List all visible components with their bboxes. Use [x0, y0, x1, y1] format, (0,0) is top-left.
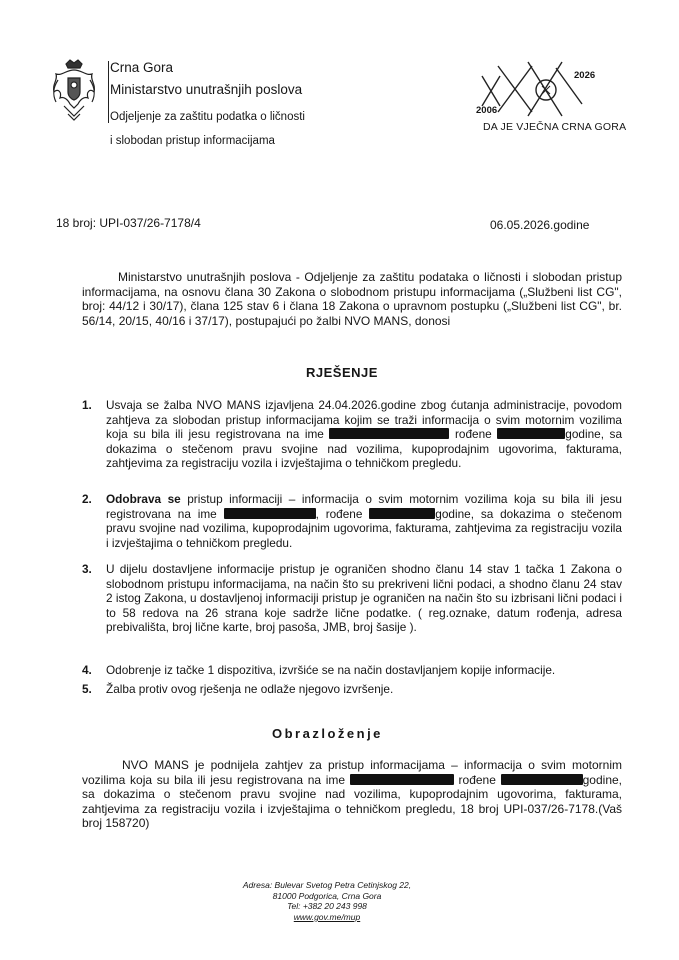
footer-address-block — [212, 880, 442, 922]
footer-address: Adresa: Bulevar Svetog Petra Cetinjskog 22, — [242, 880, 412, 890]
item-text: , rođene — [315, 506, 363, 521]
redacted-name — [329, 428, 449, 439]
redacted-date — [369, 508, 435, 519]
redacted-name — [224, 508, 316, 519]
reasoning-title: Obrazloženje — [272, 726, 383, 741]
redacted-name — [350, 774, 454, 785]
decision-item-4 — [82, 663, 622, 678]
document-date: 06.05.2026.godine — [490, 218, 590, 232]
item-text: rođene — [455, 427, 492, 442]
item-number: 4. — [82, 663, 92, 677]
item-number: 2. — [82, 492, 92, 506]
item-text: godine, sa dokazima o stečenom pravu svojine nad vozilima, kupoprodajnim ugovorima, fakturama, zahtjevima za registraciju vozila i izvještajima o tehničkom pregledu. — [106, 427, 623, 471]
reasoning-text: rođene — [458, 772, 496, 787]
item-lead: Odobrava se — [106, 492, 181, 506]
intro-paragraph: Ministarstvo unutrašnjih poslova - Odjeljenje za zaštitu podataka o ličnosti i slobodan pristup informacijama, na osnovu člana 30 Zakona o slobodnom pristupu informacijama („Službeni list CG", broj: 44/12 i 30/17), člana 125 stav 6 i člana 18 Zakona o upravnom postupku („Službeni list CG", br. 56/14, 20/15, 40/16 i 37/17), postupajući po žalbi NVO MANS, donosi — [82, 270, 622, 328]
jubilee-start-year: 2006 — [476, 105, 498, 116]
reasoning-paragraph — [82, 758, 622, 831]
header-divider — [108, 61, 109, 123]
item-number: 5. — [82, 682, 92, 696]
decision-item-5 — [82, 682, 622, 697]
decision-title: RJEŠENJE — [306, 365, 378, 380]
footer-web-link[interactable]: www.gov.me/mup — [293, 911, 361, 922]
item-number: 1. — [82, 398, 92, 412]
decision-item-3 — [82, 562, 622, 635]
ministry-name: Ministarstvo unutrašnjih poslova — [110, 82, 303, 97]
item-text: godine, sa dokazima o stečenom pravu svojine nad vozilima, kupoprodajnim ugovorima, fakturama, zahtjevima za registraciju vozila i izvještajima o tehničkom pregledu. — [106, 506, 622, 550]
decision-item-1 — [82, 398, 622, 471]
item-text: Žalba protiv ovog rješenja ne odlaže njegovo izvršenje. — [106, 682, 394, 696]
reasoning-text: NVO MANS je podnijela zahtjev za pristup informacijama – informacija o svim motornim vozilima koja su bila ili jesu registrovana na ime — [82, 758, 622, 787]
decision-item-2 — [82, 492, 622, 550]
jubilee-motto: DA JE VJEČNA CRNA GORA — [483, 121, 627, 133]
jubilee-end-year: 2026 — [574, 70, 596, 81]
item-text: pristup informaciji – informacija o svim motornim vozilima koja su bila ili jesu registrovana na ime — [106, 492, 622, 521]
country-name: Crna Gora — [110, 60, 174, 75]
department-line-1: Odjeljenje za zaštitu podatka o ličnosti — [110, 111, 305, 123]
department-line-2: i slobodan pristup informacijama — [110, 135, 275, 147]
redacted-date — [501, 774, 583, 785]
item-text: Odobrenje iz tačke 1 dispozitiva, izvršiće se na način dostavljanjem kopije informacije. — [106, 663, 556, 677]
coat-of-arms-icon — [48, 58, 100, 124]
item-text: Usvaja se žalba NVO MANS izjavljena 24.04.2026.godine zbog ćutanja administracije, povodom zahtjeva za slobodan pristup informacijama kojim se traži informacija o svim motornim vozilima koja su bila ili jesu registrovana na ime — [106, 398, 622, 442]
footer-city: 81000 Podgorica, Crna Gora — [272, 890, 382, 901]
item-number: 3. — [82, 562, 92, 576]
reasoning-text: godine, sa dokazima o stečenom pravu svojine nad vozilima, kupoprodajnim ugovorima, fakturama, zahtjevima za registraciju vozila i izvještajima o tehničkom pregledu, 18 broj UPI-037/26-7178.(Vaš broj 158720) — [82, 772, 622, 831]
footer-phone: Tel: +382 20 243 998 — [287, 901, 367, 912]
item-text: U dijelu dostavljene informacije pristup je ograničen shodno članu 14 stav 1 tačka 1 Zakona o slobodnom pristupu informacijama, na način što su prekriveni lični podaci, a shodno članu 24 stav 2 istog Zakona, u dostavljenoj informaciji pristup je ograničen na način što su izbrisani lični podaci i to 58 redova na 26 strana koje sadrže lične podatke. ( reg.oznake, datum rođenja, adresa prebivališta, broj lične karte, broj pasoša, JMB, broj šasije ). — [106, 562, 622, 635]
redacted-date — [497, 428, 565, 439]
case-number: 18 broj: UPI-037/26-7178/4 — [56, 216, 201, 230]
